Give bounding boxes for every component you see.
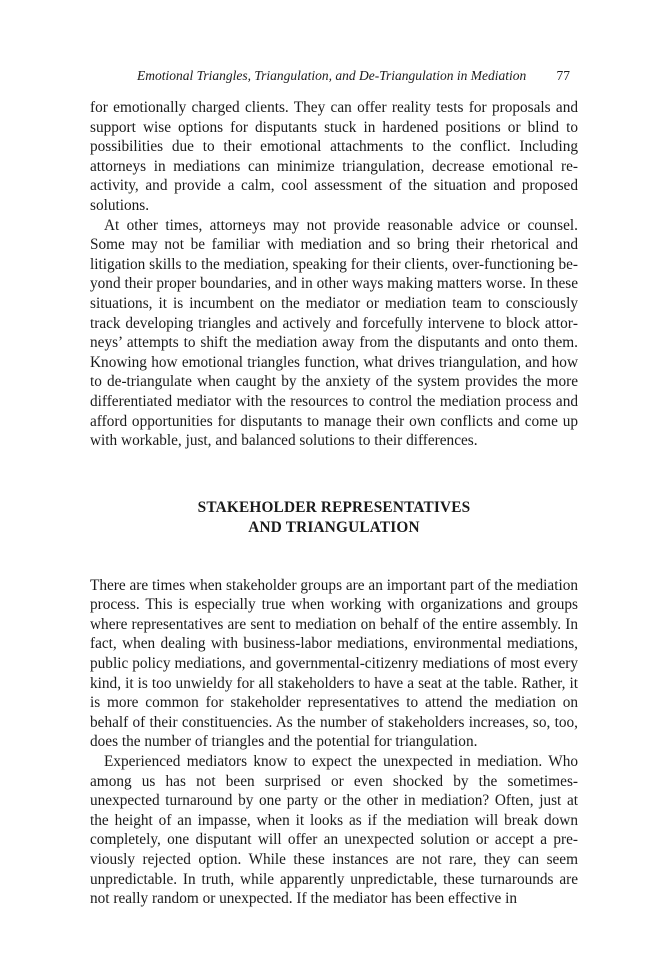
paragraph-stakeholders: There are times when stakeholder groups are an important part of the mediation process. This is especially true when working with organizations and groups where representatives are sent to mediation on behalf of the entire assembly. In fact, when dealing with business-labor mediations, environmental mediations, public policy mediations, and governmental-citizenry mediations of most every kind, it is too unwieldy for all stakeholders to have a seat at the table. Rather, it is more common for stakeholder representatives to attend the mediation on behalf of their constituencies. As the number of stakeholders increases, so, too, does the number of triangles and the potential for triangulation. — [90, 576, 578, 751]
page-body — [90, 98, 578, 909]
section-heading — [90, 498, 578, 538]
paragraph-experienced-mediators: Experienced mediators know to expect the unexpected in mediation. Who among us has not been surprised or even shocked by the sometimes-unexpected turnaround by one party or the other in mediation? Often, just at the height of an impasse, when it looks as if the mediation will break down completely, one disputant will offer an unexpected solution or accept a previously rejected option. While these instances are not rare, they can seem unpredictable. In truth, while apparently unpredictable, these turnarounds are not really random or unexpected. If the mediator has been effective in — [90, 753, 578, 908]
running-head — [90, 68, 570, 88]
section-heading-line-1: STAKEHOLDER REPRESENTATIVES — [197, 498, 471, 516]
running-title: Emotional Triangles, Triangulation, and De-Triangulation in Mediation — [137, 68, 527, 83]
page-number: 77 — [556, 68, 570, 83]
section-heading-line-2: AND TRIANGULATION — [248, 518, 420, 536]
paragraph-attorneys: At other times, attorneys may not provide reasonable advice or counsel. Some may not be familiar with mediation and so bring their rhetorical and litigation skills to the mediation, speaking for their clients, over-functioning beyond their proper boundaries, and in other ways making matters worse. In these situations, it is incumbent on the mediator or mediation team to consciously track developing triangles and actively and forcefully intervene to block attorneys’ attempts to shift the mediation away from the disputants and onto them. Knowing how emotional triangles function, what drives triangulation, and how to de-triangulate when caught by the anxiety of the system provides the more differentiated mediator with the resources to control the mediation process and afford opportunities for disputants to manage their own conflicts and come up with workable, just, and balanced solutions to their differences. — [90, 216, 578, 450]
paragraph-continued: for emotionally charged clients. They can offer reality tests for proposals and support wise options for disputants stuck in hardened positions or blind to possibilities due to their emotional attachments to the conflict. Including attorneys in mediations can minimize triangulation, decrease emotional reactivity, and provide a calm, cool assessment of the situation and proposed solutions. — [90, 99, 578, 214]
